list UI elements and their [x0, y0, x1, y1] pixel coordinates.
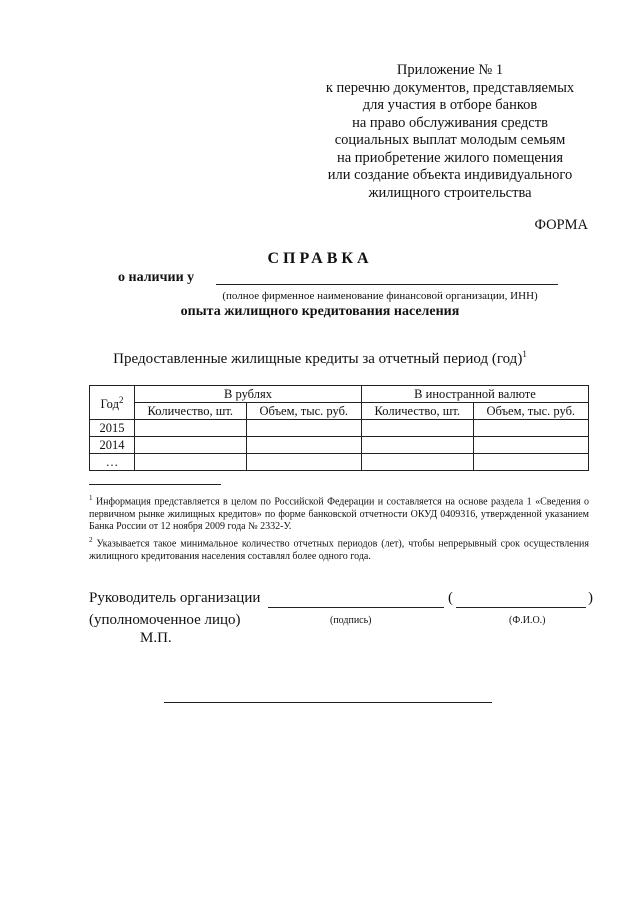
authorized-person-label: (уполномоченное лицо)	[89, 612, 241, 628]
table-row	[90, 437, 589, 454]
footnote-1-text: Информация представляется в целом по Российской Федерации и составляется на основе раздела 1 «Сведения о первичном рынке жилищных кредитов» по форме банковской отчетности ОКУД 0409316, утвержденной указанием Банка России от 12 ноября 2009 года № 2332-У.	[89, 496, 589, 533]
data-cell[interactable]	[361, 454, 473, 471]
year-cell: …	[90, 454, 135, 471]
data-cell[interactable]	[361, 437, 473, 454]
appendix-line: для участия в отборе банков	[362, 97, 538, 113]
data-cell[interactable]	[135, 454, 247, 471]
appendix-line: Приложение № 1	[396, 62, 504, 78]
document-title: СПРАВКА	[267, 250, 373, 267]
footnote-divider	[89, 484, 221, 485]
group-header-rub: В рублях	[135, 386, 362, 403]
col-header-volume-foreign: Объем, тыс. руб.	[473, 403, 588, 420]
appendix-line: к перечню документов, представляемых	[325, 79, 575, 96]
period-text: Предоставленные жилищные кредиты за отчетный период (год)	[113, 351, 523, 367]
footnote-mark: 1	[89, 494, 93, 502]
open-paren: (	[448, 590, 453, 606]
appendix-line: на право обслуживания средств	[352, 114, 548, 131]
footnotes	[89, 492, 589, 563]
bottom-divider	[164, 702, 492, 703]
footnote-2	[89, 534, 589, 563]
table-row	[90, 454, 589, 471]
col-header-volume-rub: Объем, тыс. руб.	[246, 403, 361, 420]
data-cell[interactable]	[135, 420, 247, 437]
col-header-qty-foreign: Количество, шт.	[361, 403, 473, 420]
appendix-line: социальных выплат молодым семьям	[334, 132, 566, 148]
footnote-mark: 2	[118, 394, 124, 405]
organization-name-hint: (полное фирменное наименование финансовой организации, ИНН)	[222, 290, 538, 302]
stamp-place-label: М.П.	[140, 630, 172, 646]
year-cell: 2014	[90, 437, 135, 454]
col-header-qty-rub: Количество, шт.	[135, 403, 247, 420]
data-cell[interactable]	[135, 437, 247, 454]
form-label: ФОРМА	[534, 217, 588, 233]
data-cell[interactable]	[246, 420, 361, 437]
fio-field[interactable]	[456, 607, 586, 608]
year-cell: 2015	[90, 420, 135, 437]
appendix-line: или создание объекта индивидуального	[327, 167, 573, 183]
year-header-label: Год	[100, 397, 119, 412]
data-cell[interactable]	[246, 454, 361, 471]
footnote-mark: 2	[89, 535, 93, 544]
table-header-row	[90, 386, 589, 403]
year-header	[90, 386, 135, 420]
data-cell[interactable]	[361, 420, 473, 437]
period-heading	[0, 349, 640, 368]
data-cell[interactable]	[473, 420, 588, 437]
footnote-2-text: Указывается такое минимальное количество отчетных периодов (лет), чтобы непрерывный срок осуществления жилищного кредитования населения составлял более одного года.	[89, 538, 589, 562]
appendix-line: жилищного строительства	[368, 184, 532, 201]
document-subtitle: опыта жилищного кредитования населения	[180, 304, 460, 319]
table-row	[90, 420, 589, 437]
signature-hint: (подпись)	[330, 615, 372, 626]
organization-name-field[interactable]	[216, 284, 558, 285]
footnote-1	[89, 492, 589, 534]
appendix-block	[300, 62, 600, 202]
data-cell[interactable]	[246, 437, 361, 454]
group-header-foreign: В иностранной валюте	[361, 386, 588, 403]
table-subheader-row	[90, 403, 589, 420]
footnote-mark: 1	[522, 349, 527, 359]
fio-hint: (Ф.И.О.)	[509, 615, 546, 626]
appendix-line: на приобретение жилого помещения	[336, 149, 564, 166]
head-label: Руководитель организации	[89, 590, 261, 606]
credits-table	[89, 385, 589, 471]
data-cell[interactable]	[473, 437, 588, 454]
signature-field[interactable]	[268, 607, 444, 608]
nalichii-label: о наличии у	[118, 270, 195, 285]
data-cell[interactable]	[473, 454, 588, 471]
close-paren: )	[588, 590, 593, 606]
